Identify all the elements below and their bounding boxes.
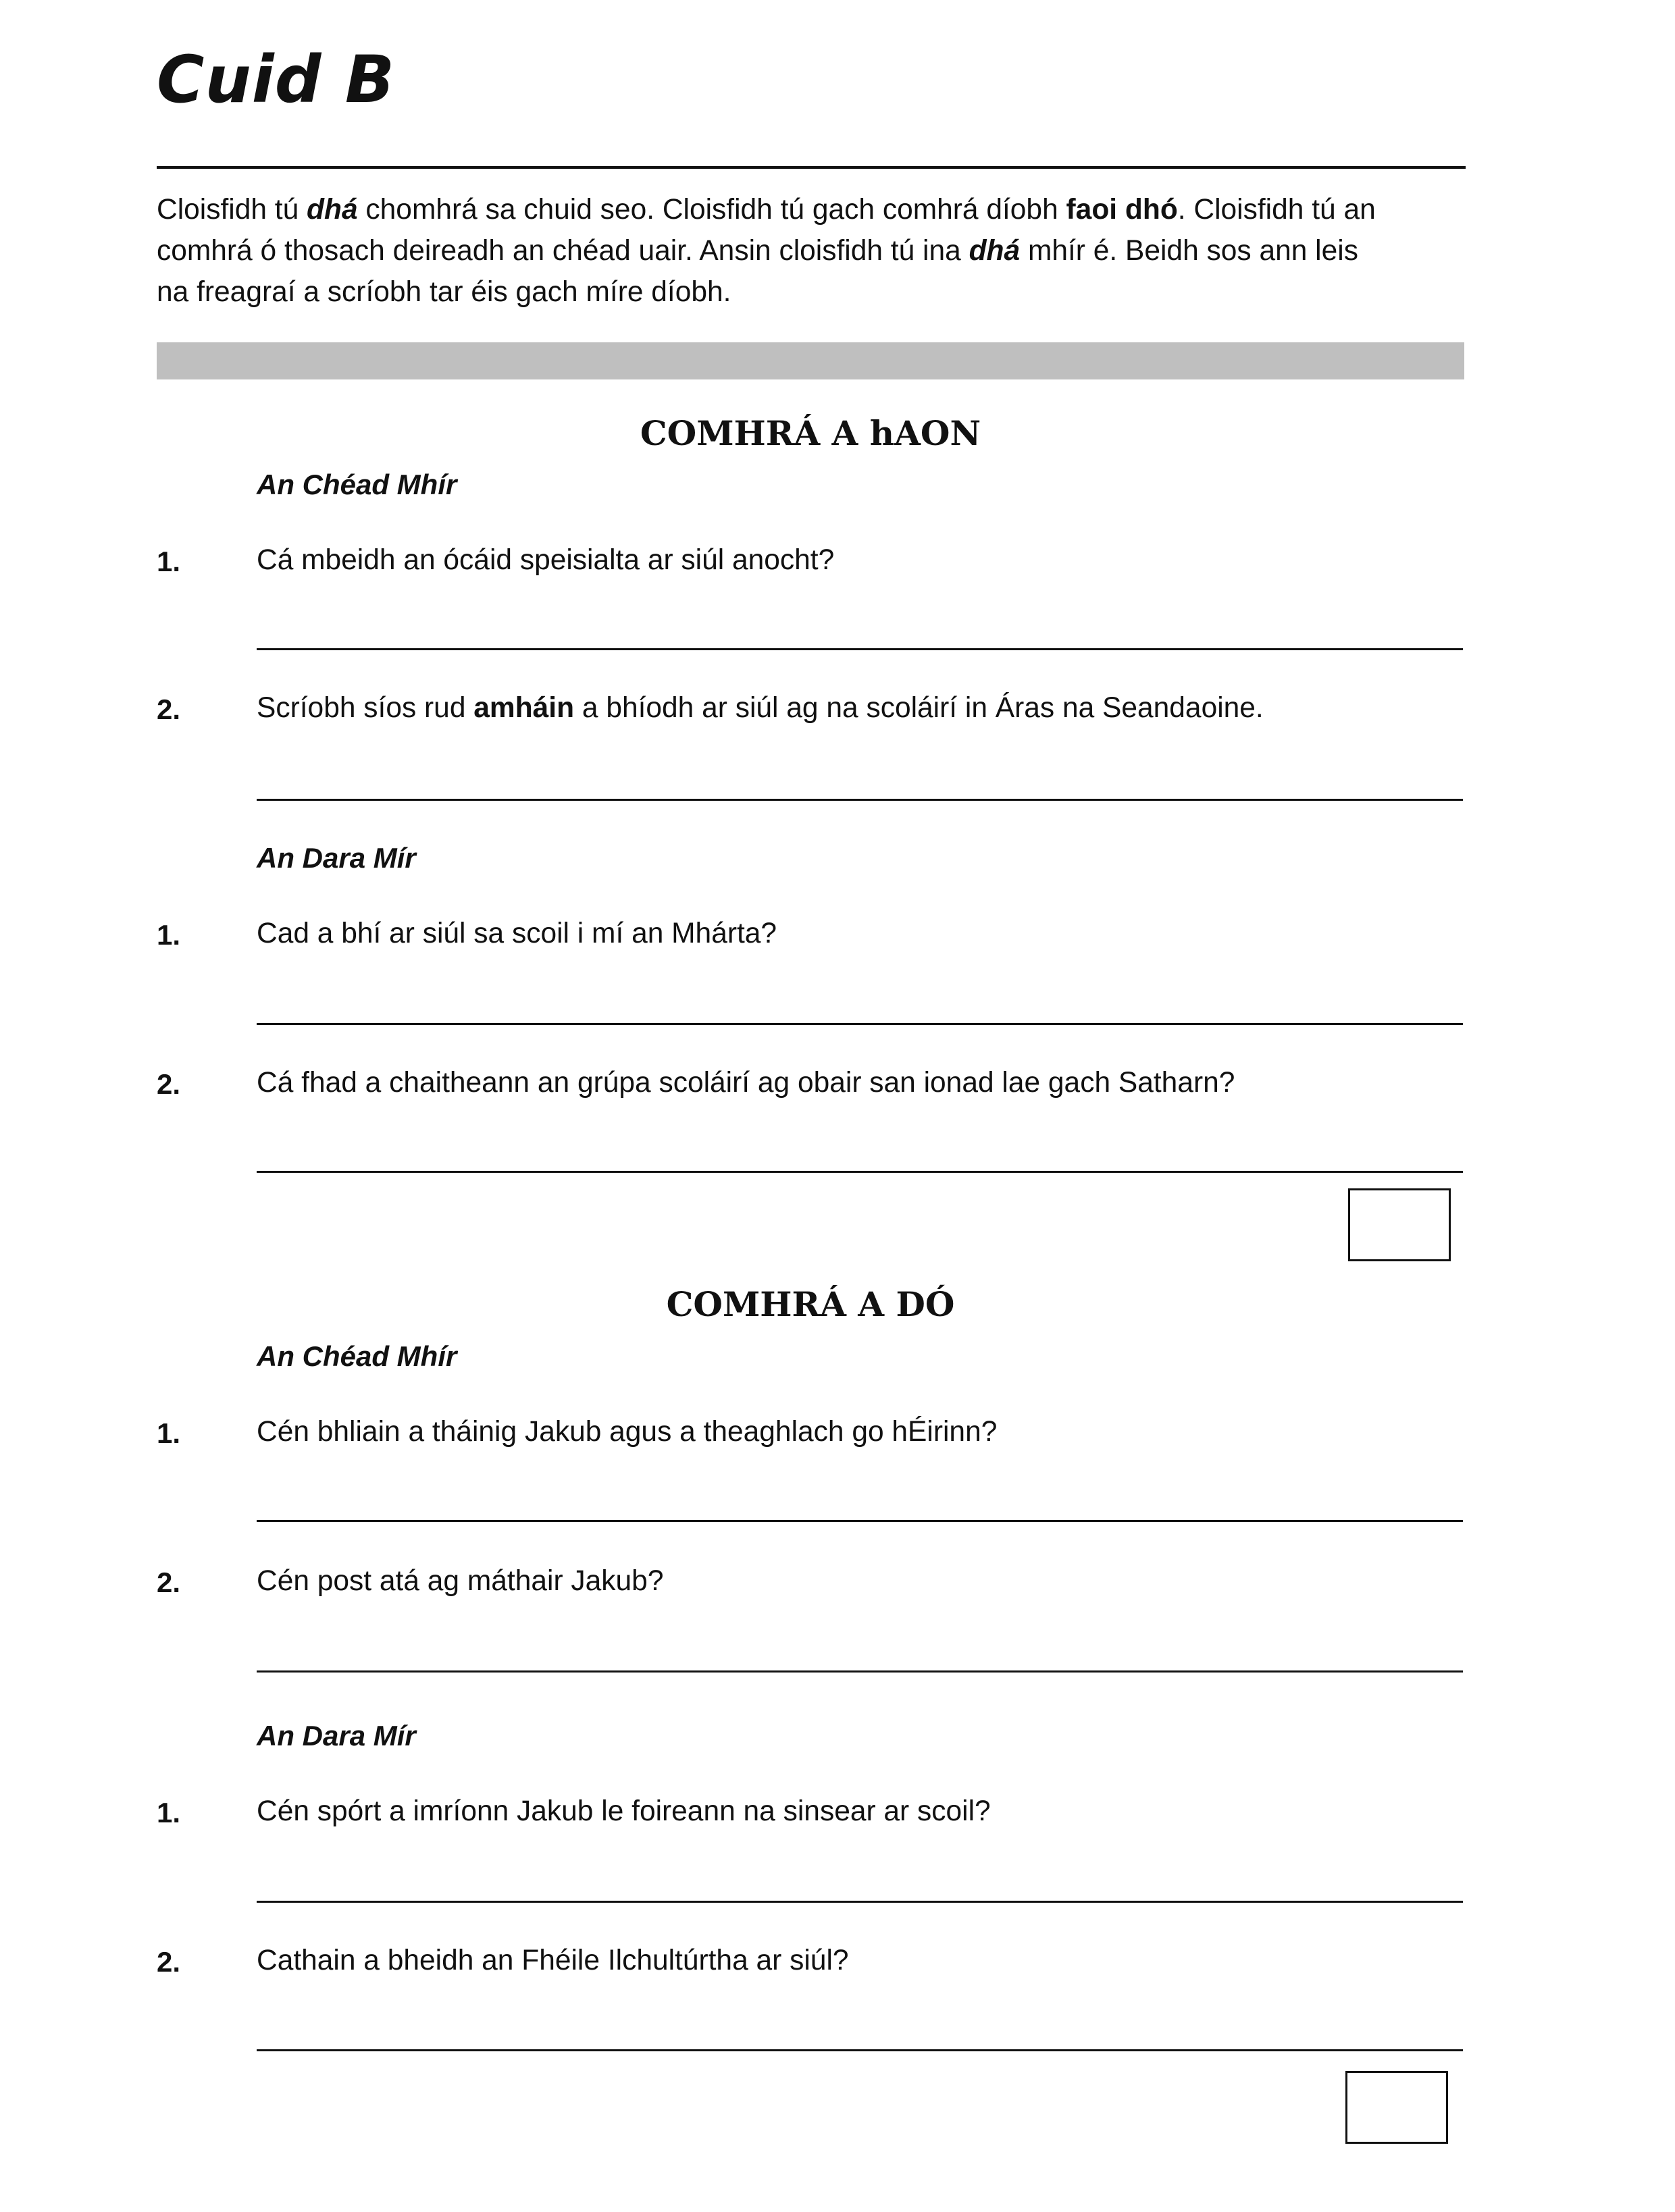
instructions-line xyxy=(157,189,1480,230)
answer-line[interactable] xyxy=(257,1901,1463,1903)
question-text xyxy=(257,1945,849,1977)
instructions-line xyxy=(157,230,1480,271)
question-text xyxy=(257,544,834,577)
intro-text: mhír é. Beidh sos ann leis xyxy=(1020,235,1358,267)
conversation-2-part-2-label: An Dara Mír xyxy=(257,1720,416,1752)
intro-text: na freagraí a scríobh tar éis gach míre díobh. xyxy=(157,276,731,308)
section-divider-band xyxy=(157,342,1464,379)
answer-line[interactable] xyxy=(257,648,1463,650)
question-text xyxy=(257,918,777,950)
question-number: 1. xyxy=(157,546,181,577)
conversation-2-title: COMHRÁ A DÓ xyxy=(666,1284,955,1324)
question-segment: Cén bhliain a tháinig Jakub agus a theaghlach go hÉirinn? xyxy=(257,1416,998,1448)
title-rule xyxy=(157,166,1466,169)
question-text xyxy=(257,1795,991,1828)
question-segment: a bhíodh ar siúl ag na scoláirí in Áras na Seandaoine. xyxy=(574,692,1264,724)
question-segment: Cén post atá ag máthair Jakub? xyxy=(257,1565,664,1597)
question-number: 2. xyxy=(157,1946,181,1978)
intro-emphasis: faoi dhó xyxy=(1066,194,1178,226)
intro-emphasis: dhá xyxy=(307,194,358,226)
intro-text: comhrá ó thosach deireadh an chéad uair. Ansin cloisfidh tú ina xyxy=(157,235,969,267)
answer-line[interactable] xyxy=(257,799,1463,801)
conversation-1-part-2-label: An Dara Mír xyxy=(257,842,416,874)
marks-box[interactable] xyxy=(1348,1188,1451,1261)
intro-text: chomhrá sa chuid seo. Cloisfidh tú gach comhrá díobh xyxy=(357,194,1066,226)
page-title: Cuid B xyxy=(157,42,396,117)
answer-line[interactable] xyxy=(257,1171,1463,1173)
question-text xyxy=(257,1416,997,1448)
question-text xyxy=(257,1067,1235,1099)
question-number: 1. xyxy=(157,1797,181,1828)
question-number: 2. xyxy=(157,693,181,725)
conversation-2-part-1-label: An Chéad Mhír xyxy=(257,1340,457,1372)
question-segment: Scríobh síos rud xyxy=(257,692,474,724)
question-number: 2. xyxy=(157,1566,181,1598)
question-emphasis: amháin xyxy=(473,692,575,724)
question-segment: Cathain a bheidh an Fhéile Ilchultúrtha ar siúl? xyxy=(257,1945,849,1976)
question-segment: Cad a bhí ar siúl sa scoil i mí an Mhárta? xyxy=(257,918,777,949)
intro-emphasis: dhá xyxy=(969,235,1021,267)
intro-text: Cloisfidh tú xyxy=(157,194,307,226)
conversation-1-part-1-label: An Chéad Mhír xyxy=(257,469,457,500)
question-segment: Cén spórt a imríonn Jakub le foireann na sinsear ar scoil? xyxy=(257,1795,991,1827)
instructions xyxy=(157,189,1480,313)
question-number: 2. xyxy=(157,1068,181,1100)
answer-line[interactable] xyxy=(257,2049,1463,2051)
answer-line[interactable] xyxy=(257,1023,1463,1025)
question-text xyxy=(257,692,1264,725)
question-text xyxy=(257,1565,663,1598)
marks-box[interactable] xyxy=(1345,2071,1448,2144)
question-number: 1. xyxy=(157,919,181,951)
answer-line[interactable] xyxy=(257,1520,1463,1522)
answer-line[interactable] xyxy=(257,1670,1463,1673)
question-segment: Cá mbeidh an ócáid speisialta ar siúl anocht? xyxy=(257,544,835,576)
conversation-1-title: COMHRÁ A hAON xyxy=(640,413,981,453)
instructions-line xyxy=(157,271,1480,313)
intro-text: . Cloisfidh tú an xyxy=(1177,194,1376,226)
question-segment: Cá fhad a chaitheann an grúpa scoláirí ag obair san ionad lae gach Satharn? xyxy=(257,1067,1235,1099)
question-number: 1. xyxy=(157,1417,181,1449)
